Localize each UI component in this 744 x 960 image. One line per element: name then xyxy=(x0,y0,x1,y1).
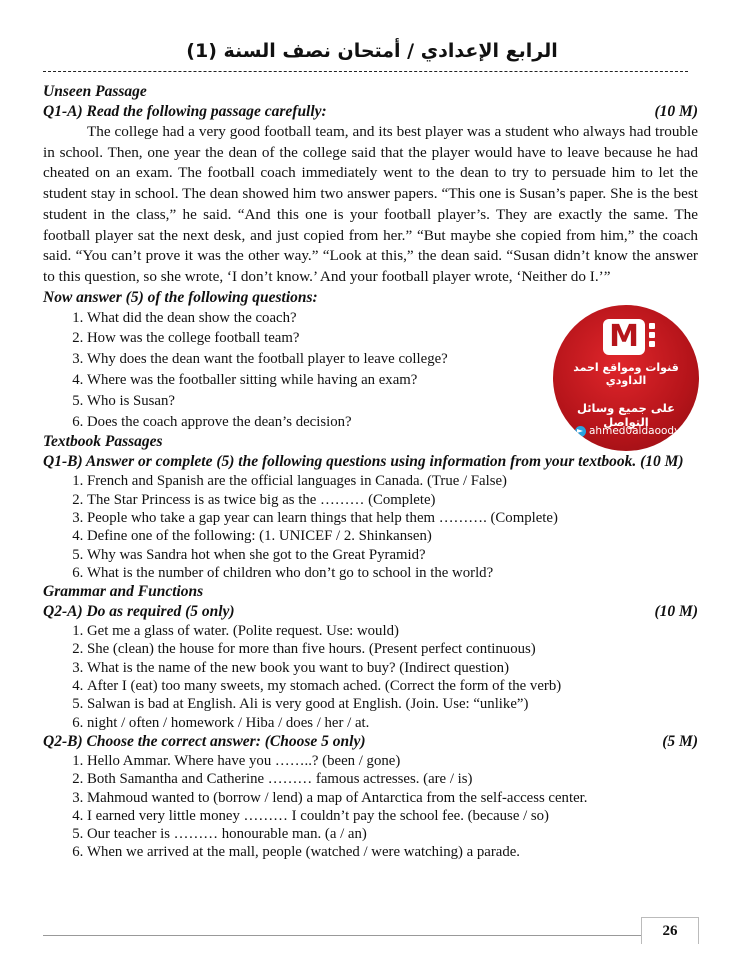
q2a-question-list xyxy=(43,622,698,732)
unseen-heading: Unseen Passage xyxy=(43,83,147,100)
logo-arabic-line2: على جميع وسائل التواصل xyxy=(576,401,676,429)
q1b-question-list xyxy=(43,472,698,582)
logo-m-mark: M xyxy=(603,319,645,355)
list-item: 6. night / often / homework / Hiba / does / her / at. xyxy=(87,714,698,732)
list-item: 3. Why does the dean want the football player to leave college? xyxy=(87,349,698,370)
list-item: 5. Our teacher is ……… honourable man. (a / an) xyxy=(87,825,698,843)
q2a-marks: (10 M) xyxy=(654,603,698,621)
q2a-label: Q2-A) Do as required (5 only) xyxy=(43,603,235,621)
q2a-header xyxy=(43,602,698,622)
list-item: 2. Both Samantha and Catherine ……… famous actresses. (are / is) xyxy=(87,770,698,788)
list-item: 3. People who take a gap year can learn things that help them ………. (Complete) xyxy=(87,509,698,527)
q1a-label: Q1-A) Read the following passage carefully: xyxy=(43,103,327,120)
list-item: 4. Where was the footballer sitting while having an exam? xyxy=(87,370,698,391)
list-item: 1. French and Spanish are the official languages in Canada. (True / False) xyxy=(87,472,698,490)
page-number: 26 xyxy=(641,917,699,944)
list-item: 2. She (clean) the house for more than five hours. (Present perfect continuous) xyxy=(87,640,698,658)
telegram-icon xyxy=(575,426,586,437)
list-item: 6. When we arrived at the mall, people (watched / were watching) a parade. xyxy=(87,843,698,861)
logo-dots-icon xyxy=(649,323,661,350)
exam-title: الرابع الإعدادي / أمتحان نصف السنة (1) xyxy=(186,40,558,62)
textbook-heading: Textbook Passages xyxy=(43,433,163,451)
q1a-header xyxy=(43,102,698,122)
list-item: 4. Define one of the following: (1. UNICEF / 2. Shinkansen) xyxy=(87,527,698,545)
reading-passage: The college had a very good football team, and its best player was a student who always had trouble in school. Then, one year the dean of the college said that the player would have to leave because he had cheated on an exam. The football coach immediately went to the dean to try to persuade him to let the student stay in school. The dean showed him two answer papers. “This one is Susan’s paper. She is the best student in the class,” he said. “And this one is your football player’s. They are exactly the same. The football player sat the next desk, and just copied from her.” “But maybe she copied from him,” the coach said. “You can’t prove it was the other way.” “Look at this,” the dean said. “Susan didn’t know the answer to this question, so she wrote, ‘I don’t know.’ And your football player wrote, ‘Neither do I.’” xyxy=(43,123,698,285)
q2b-question-list xyxy=(43,752,698,862)
list-item: 2. How was the college football team? xyxy=(87,328,698,349)
watermark-logo xyxy=(553,305,699,451)
q2b-marks: (5 M) xyxy=(662,732,698,750)
list-item: 5. Why was Sandra hot when she got to the Great Pyramid? xyxy=(87,546,698,564)
list-item: 4. I earned very little money ……… I couldn’t pay the school fee. (because / so) xyxy=(87,807,698,825)
list-item: 5. Salwan is bad at English. Ali is very good at English. (Join. Use: “unlike”) xyxy=(87,695,698,713)
q1b-label: Q1-B) Answer or complete (5) the following questions using information from your textbook. (10 M) xyxy=(43,453,684,471)
list-item: 2. The Star Princess is as twice big as the ……… (Complete) xyxy=(87,491,698,509)
list-item: 5. Who is Susan? xyxy=(87,391,698,412)
logo-arabic-line1: قنوات ومواقع احمد الداودي xyxy=(573,361,679,387)
logo-handle xyxy=(575,423,681,439)
exam-content xyxy=(43,82,698,862)
logo-handle-text: ahmed0aldaoody xyxy=(589,425,681,437)
q2b-label: Q2-B) Choose the correct answer: (Choose 5 only) xyxy=(43,732,366,750)
title-divider xyxy=(43,71,688,72)
q1a-marks: (10 M) xyxy=(654,103,698,120)
list-item: 6. Does the coach approve the dean’s decision? xyxy=(87,412,698,433)
list-item: 1. What did the dean show the coach? xyxy=(87,308,698,329)
footer-divider xyxy=(43,935,641,936)
grammar-heading: Grammar and Functions xyxy=(43,583,204,601)
questions-label: Now answer (5) of the following questions: xyxy=(43,288,318,306)
list-item: 1. Hello Ammar. Where have you ……..? (been / gone) xyxy=(87,752,698,770)
q2b-header xyxy=(43,732,698,752)
list-item: 1. Get me a glass of water. (Polite request. Use: would) xyxy=(87,622,698,640)
list-item: 3. What is the name of the new book you want to buy? (Indirect question) xyxy=(87,659,698,677)
list-item: 4. After I (eat) too many sweets, my stomach ached. (Correct the form of the verb) xyxy=(87,677,698,695)
list-item: 3. Mahmoud wanted to (borrow / lend) a map of Antarctica from the self-access center. xyxy=(87,789,698,807)
list-item: 6. What is the number of children who don’t go to school in the world? xyxy=(87,564,698,582)
